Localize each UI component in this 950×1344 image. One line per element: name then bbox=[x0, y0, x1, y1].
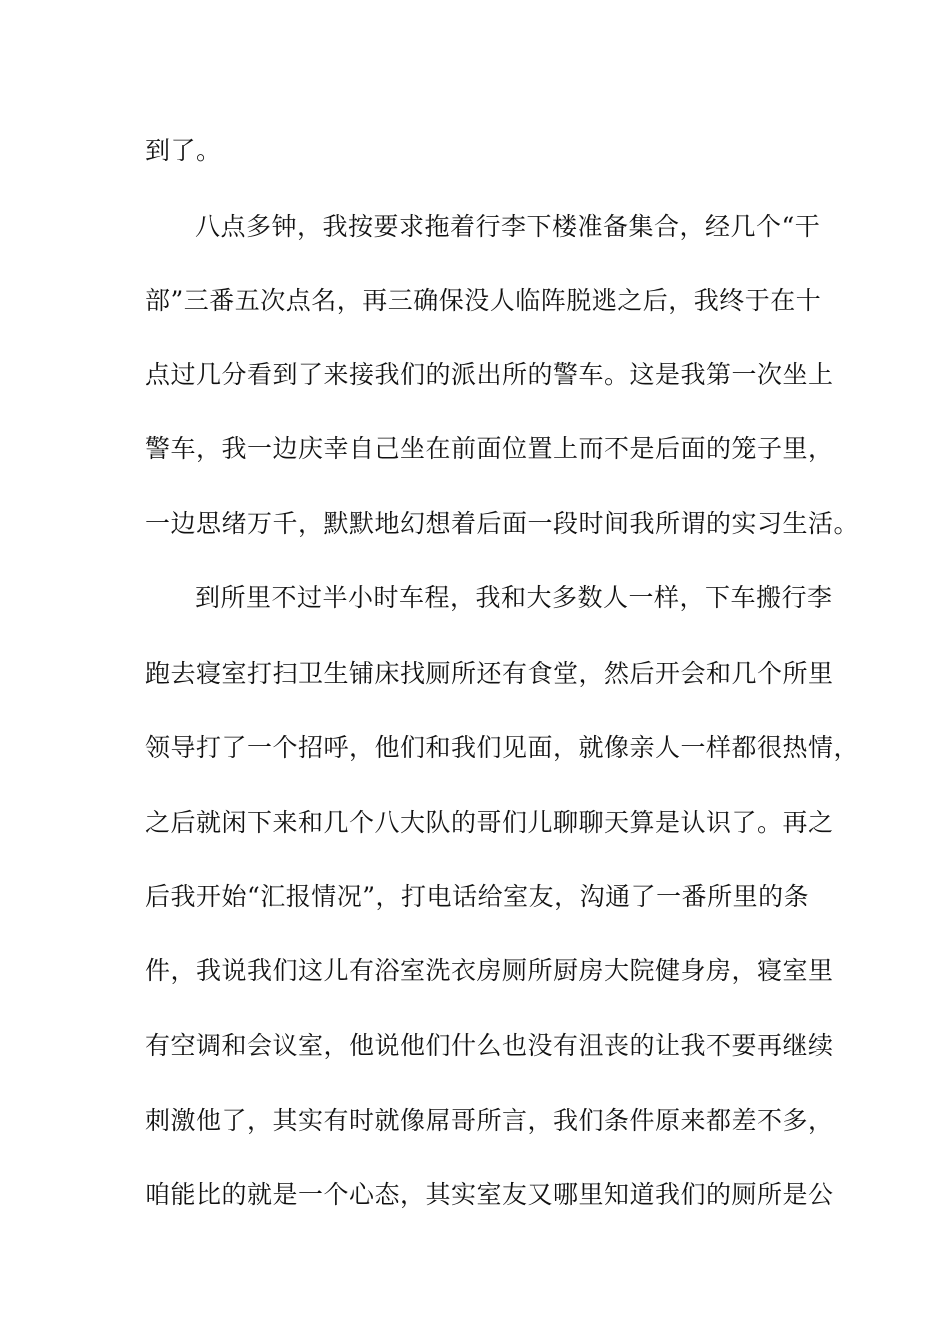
text-line: 点过几分看到了来接我们的派出所的警车。这是我第一次坐上 bbox=[145, 360, 834, 389]
text-line: 一边思绪万千，默默地幻想着后面一段时间我所谓的实习生活。 bbox=[145, 509, 860, 538]
text-line: 八点多钟，我按要求拖着行李下楼准备集合，经几个“干 bbox=[195, 212, 821, 241]
text-line: 之后就闲下来和几个八大队的哥们儿聊聊天算是认识了。再之 bbox=[145, 808, 834, 837]
text-line: 跑去寝室打扫卫生铺床找厕所还有食堂，然后开会和几个所里 bbox=[145, 659, 834, 688]
text-line: 部”三番五次点名，再三确保没人临阵脱逃之后，我终于在十 bbox=[145, 286, 822, 315]
text-line: 刺激他了，其实有时就像屌哥所言，我们条件原来都差不多， bbox=[145, 1106, 834, 1135]
text-line: 咱能比的就是一个心态，其实室友又哪里知道我们的厕所是公 bbox=[145, 1180, 834, 1209]
text-line: 后我开始“汇报情况”，打电话给室友，沟通了一番所里的条 bbox=[145, 882, 810, 911]
text-line: 到了。 bbox=[145, 136, 222, 165]
text-line: 领导打了一个招呼，他们和我们见面，就像亲人一样都很热情， bbox=[145, 733, 860, 762]
text-line: 到所里不过半小时车程，我和大多数人一样，下车搬行李 bbox=[195, 583, 833, 612]
text-line: 件，我说我们这儿有浴室洗衣房厕所厨房大院健身房，寝室里 bbox=[145, 956, 834, 985]
text-line: 有空调和会议室，他说他们什么也没有沮丧的让我不要再继续 bbox=[145, 1031, 834, 1060]
text-line: 警车，我一边庆幸自己坐在前面位置上而不是后面的笼子里， bbox=[145, 434, 834, 463]
